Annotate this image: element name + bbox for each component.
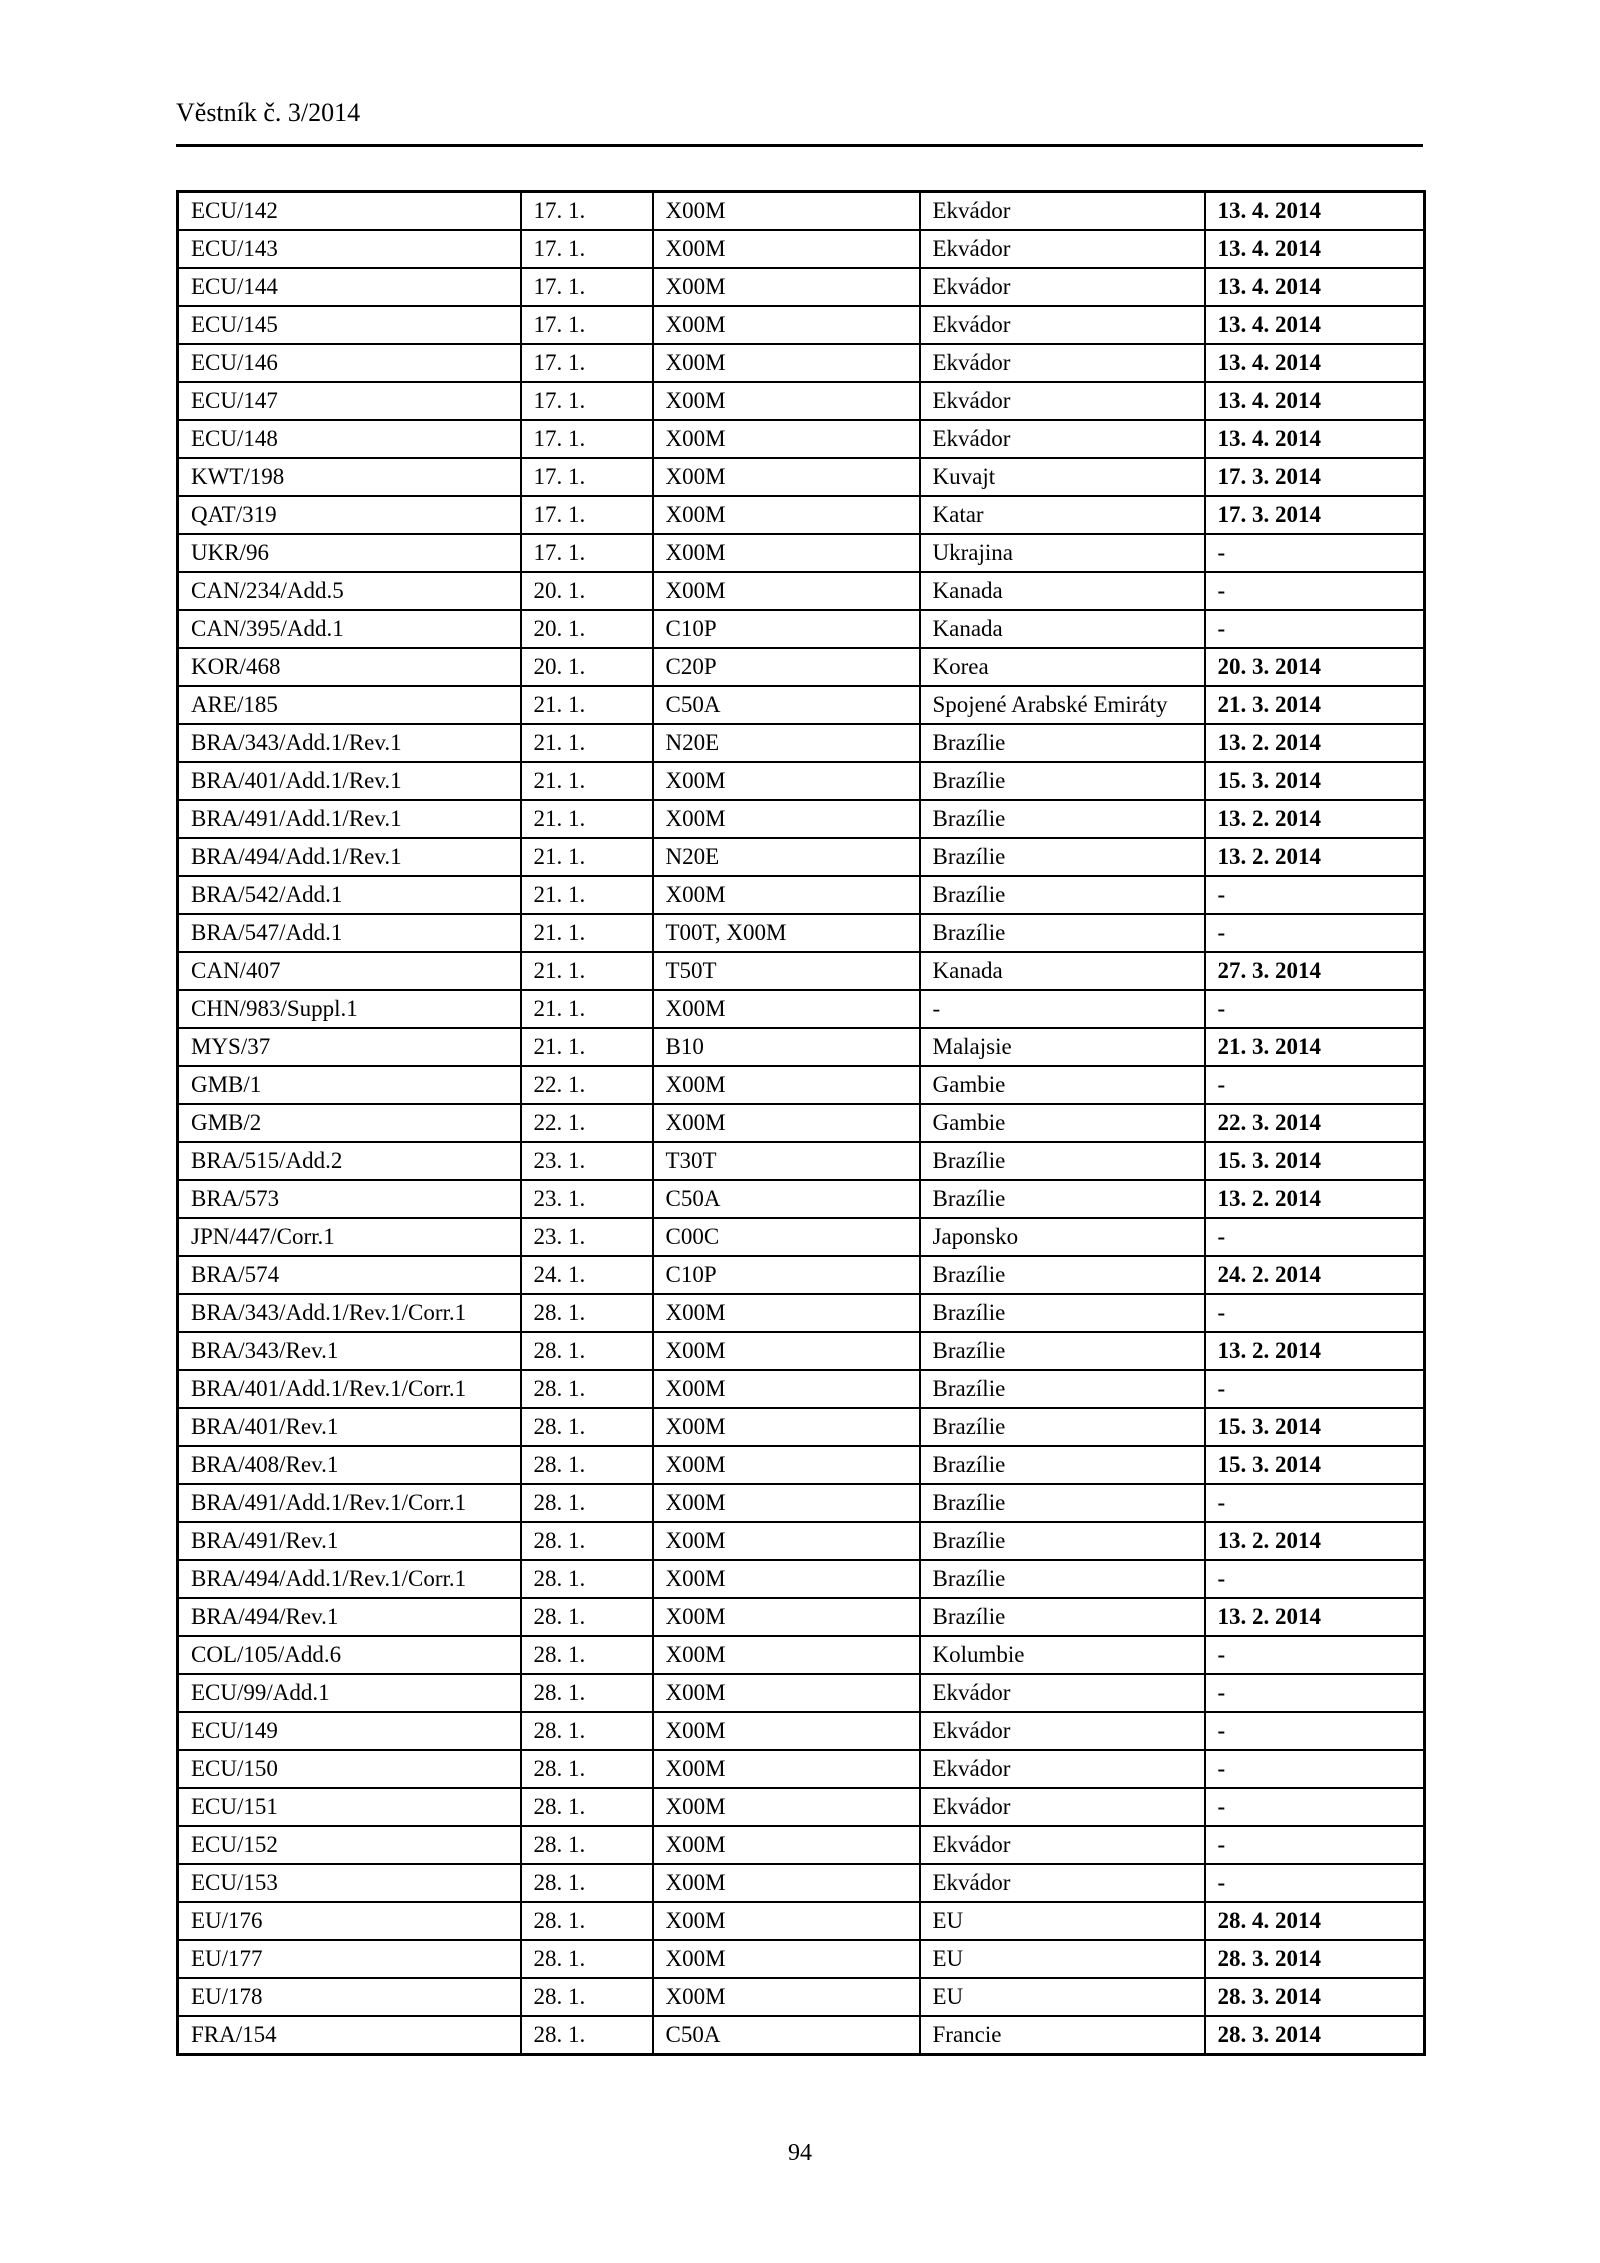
cell-country: Ekvádor: [920, 1750, 1205, 1788]
cell-deadline: 13. 4. 2014: [1205, 382, 1425, 420]
cell-deadline: 13. 2. 2014: [1205, 1522, 1425, 1560]
cell-document: JPN/447/Corr.1: [178, 1218, 521, 1256]
cell-notification-type: X00M: [653, 1636, 920, 1674]
table-row: [178, 1066, 1425, 1104]
cell-deadline: 13. 4. 2014: [1205, 268, 1425, 306]
table-row: [178, 268, 1425, 306]
cell-date: 28. 1.: [521, 1446, 653, 1484]
cell-notification-type: C50A: [653, 2016, 920, 2055]
cell-country: Brazílie: [920, 838, 1205, 876]
table-row: [178, 648, 1425, 686]
cell-notification-type: X00M: [653, 1978, 920, 2016]
table-row: [178, 1028, 1425, 1066]
cell-document: CAN/407: [178, 952, 521, 990]
table-row: [178, 1484, 1425, 1522]
header-rule: [176, 144, 1423, 147]
cell-document: EU/176: [178, 1902, 521, 1940]
cell-deadline: -: [1205, 534, 1425, 572]
cell-deadline: -: [1205, 914, 1425, 952]
table-row: [178, 952, 1425, 990]
table-row: [178, 1712, 1425, 1750]
cell-document: ECU/152: [178, 1826, 521, 1864]
table-row: [178, 2016, 1425, 2055]
cell-document: EU/178: [178, 1978, 521, 2016]
cell-deadline: -: [1205, 1864, 1425, 1902]
cell-notification-type: T50T: [653, 952, 920, 990]
cell-country: Japonsko: [920, 1218, 1205, 1256]
cell-date: 17. 1.: [521, 344, 653, 382]
cell-date: 23. 1.: [521, 1142, 653, 1180]
table-row: [178, 1560, 1425, 1598]
cell-document: BRA/491/Add.1/Rev.1/Corr.1: [178, 1484, 521, 1522]
table-row: [178, 1826, 1425, 1864]
table-row: [178, 1332, 1425, 1370]
cell-date: 17. 1.: [521, 534, 653, 572]
cell-document: ECU/143: [178, 230, 521, 268]
cell-country: Kanada: [920, 952, 1205, 990]
cell-document: KWT/198: [178, 458, 521, 496]
table-row: [178, 496, 1425, 534]
table-body: [178, 192, 1425, 2055]
cell-document: BRA/343/Rev.1: [178, 1332, 521, 1370]
cell-deadline: 21. 3. 2014: [1205, 1028, 1425, 1066]
cell-document: BRA/547/Add.1: [178, 914, 521, 952]
cell-country: Ekvádor: [920, 382, 1205, 420]
cell-date: 21. 1.: [521, 1028, 653, 1066]
cell-date: 28. 1.: [521, 1522, 653, 1560]
cell-date: 20. 1.: [521, 648, 653, 686]
cell-notification-type: X00M: [653, 876, 920, 914]
cell-deadline: 17. 3. 2014: [1205, 496, 1425, 534]
cell-document: BRA/542/Add.1: [178, 876, 521, 914]
table-row: [178, 230, 1425, 268]
cell-date: 28. 1.: [521, 1826, 653, 1864]
table-row: [178, 1674, 1425, 1712]
cell-deadline: 15. 3. 2014: [1205, 1408, 1425, 1446]
cell-date: 28. 1.: [521, 1902, 653, 1940]
cell-date: 28. 1.: [521, 1788, 653, 1826]
cell-document: BRA/491/Rev.1: [178, 1522, 521, 1560]
table-row: [178, 1218, 1425, 1256]
cell-date: 20. 1.: [521, 572, 653, 610]
cell-deadline: 15. 3. 2014: [1205, 1142, 1425, 1180]
cell-notification-type: X00M: [653, 1712, 920, 1750]
cell-notification-type: X00M: [653, 268, 920, 306]
cell-document: ARE/185: [178, 686, 521, 724]
cell-date: 28. 1.: [521, 1332, 653, 1370]
cell-deadline: 13. 2. 2014: [1205, 724, 1425, 762]
cell-country: Kuvajt: [920, 458, 1205, 496]
cell-date: 21. 1.: [521, 838, 653, 876]
table-row: [178, 762, 1425, 800]
cell-country: Brazílie: [920, 1142, 1205, 1180]
table-row: [178, 990, 1425, 1028]
cell-notification-type: X00M: [653, 1104, 920, 1142]
cell-document: BRA/574: [178, 1256, 521, 1294]
cell-notification-type: X00M: [653, 306, 920, 344]
cell-date: 21. 1.: [521, 876, 653, 914]
table-row: [178, 686, 1425, 724]
cell-document: ECU/99/Add.1: [178, 1674, 521, 1712]
table-row: [178, 192, 1425, 231]
cell-notification-type: C00C: [653, 1218, 920, 1256]
cell-country: Brazílie: [920, 800, 1205, 838]
cell-country: Brazílie: [920, 724, 1205, 762]
cell-country: Spojené Arabské Emiráty: [920, 686, 1205, 724]
cell-notification-type: X00M: [653, 990, 920, 1028]
cell-country: Ekvádor: [920, 344, 1205, 382]
table-row: [178, 572, 1425, 610]
cell-deadline: 15. 3. 2014: [1205, 762, 1425, 800]
cell-notification-type: X00M: [653, 344, 920, 382]
cell-country: Brazílie: [920, 1522, 1205, 1560]
cell-country: Kanada: [920, 610, 1205, 648]
cell-document: ECU/147: [178, 382, 521, 420]
table-row: [178, 1902, 1425, 1940]
cell-date: 17. 1.: [521, 496, 653, 534]
cell-notification-type: C50A: [653, 1180, 920, 1218]
header-title: Věstník č. 3/2014: [176, 98, 361, 127]
cell-country: Brazílie: [920, 1484, 1205, 1522]
cell-document: CAN/234/Add.5: [178, 572, 521, 610]
table-row: [178, 1750, 1425, 1788]
cell-date: 24. 1.: [521, 1256, 653, 1294]
cell-notification-type: X00M: [653, 1066, 920, 1104]
cell-country: Brazílie: [920, 1446, 1205, 1484]
table-row: [178, 344, 1425, 382]
cell-country: Francie: [920, 2016, 1205, 2055]
cell-document: BRA/573: [178, 1180, 521, 1218]
cell-deadline: 13. 4. 2014: [1205, 344, 1425, 382]
cell-date: 17. 1.: [521, 458, 653, 496]
cell-date: 28. 1.: [521, 1940, 653, 1978]
table-row: [178, 420, 1425, 458]
cell-date: 28. 1.: [521, 1408, 653, 1446]
table-row: [178, 1294, 1425, 1332]
cell-notification-type: X00M: [653, 496, 920, 534]
cell-document: UKR/96: [178, 534, 521, 572]
cell-notification-type: X00M: [653, 800, 920, 838]
cell-deadline: -: [1205, 1674, 1425, 1712]
cell-date: 20. 1.: [521, 610, 653, 648]
cell-date: 28. 1.: [521, 1294, 653, 1332]
cell-notification-type: N20E: [653, 724, 920, 762]
table-row: [178, 382, 1425, 420]
cell-document: GMB/2: [178, 1104, 521, 1142]
table-row: [178, 914, 1425, 952]
cell-notification-type: X00M: [653, 382, 920, 420]
cell-country: Ekvádor: [920, 1826, 1205, 1864]
cell-document: FRA/154: [178, 2016, 521, 2055]
cell-country: Brazílie: [920, 1294, 1205, 1332]
cell-deadline: 13. 2. 2014: [1205, 838, 1425, 876]
cell-notification-type: X00M: [653, 230, 920, 268]
cell-document: ECU/142: [178, 192, 521, 231]
cell-document: ECU/144: [178, 268, 521, 306]
cell-deadline: 13. 4. 2014: [1205, 192, 1425, 231]
cell-date: 17. 1.: [521, 192, 653, 231]
cell-notification-type: X00M: [653, 1484, 920, 1522]
cell-date: 17. 1.: [521, 382, 653, 420]
cell-notification-type: T30T: [653, 1142, 920, 1180]
table-row: [178, 1104, 1425, 1142]
cell-notification-type: X00M: [653, 1826, 920, 1864]
cell-date: 28. 1.: [521, 1712, 653, 1750]
table-row: [178, 1256, 1425, 1294]
cell-date: 17. 1.: [521, 268, 653, 306]
cell-country: Ukrajina: [920, 534, 1205, 572]
cell-deadline: -: [1205, 572, 1425, 610]
cell-deadline: 28. 3. 2014: [1205, 1940, 1425, 1978]
cell-notification-type: X00M: [653, 192, 920, 231]
cell-country: Brazílie: [920, 1256, 1205, 1294]
cell-country: Brazílie: [920, 1598, 1205, 1636]
cell-notification-type: X00M: [653, 420, 920, 458]
cell-notification-type: X00M: [653, 1560, 920, 1598]
cell-country: EU: [920, 1940, 1205, 1978]
cell-country: Brazílie: [920, 876, 1205, 914]
cell-country: Katar: [920, 496, 1205, 534]
cell-country: Korea: [920, 648, 1205, 686]
cell-date: 28. 1.: [521, 1636, 653, 1674]
cell-country: EU: [920, 1978, 1205, 2016]
cell-country: Brazílie: [920, 1332, 1205, 1370]
cell-document: CHN/983/Suppl.1: [178, 990, 521, 1028]
cell-document: BRA/343/Add.1/Rev.1: [178, 724, 521, 762]
cell-date: 28. 1.: [521, 1978, 653, 2016]
cell-notification-type: N20E: [653, 838, 920, 876]
cell-deadline: 24. 2. 2014: [1205, 1256, 1425, 1294]
cell-deadline: -: [1205, 1826, 1425, 1864]
cell-deadline: 17. 3. 2014: [1205, 458, 1425, 496]
table-row: [178, 800, 1425, 838]
table-row: [178, 1940, 1425, 1978]
cell-document: KOR/468: [178, 648, 521, 686]
cell-deadline: -: [1205, 1636, 1425, 1674]
cell-date: 22. 1.: [521, 1104, 653, 1142]
cell-notification-type: X00M: [653, 1370, 920, 1408]
cell-notification-type: X00M: [653, 458, 920, 496]
cell-document: ECU/148: [178, 420, 521, 458]
cell-country: Gambie: [920, 1066, 1205, 1104]
cell-notification-type: X00M: [653, 1940, 920, 1978]
cell-date: 21. 1.: [521, 686, 653, 724]
cell-deadline: 13. 2. 2014: [1205, 1180, 1425, 1218]
cell-country: -: [920, 990, 1205, 1028]
cell-country: Brazílie: [920, 914, 1205, 952]
cell-country: Ekvádor: [920, 1788, 1205, 1826]
table-row: [178, 1636, 1425, 1674]
cell-deadline: 15. 3. 2014: [1205, 1446, 1425, 1484]
cell-country: EU: [920, 1902, 1205, 1940]
cell-document: QAT/319: [178, 496, 521, 534]
table-row: [178, 1180, 1425, 1218]
cell-notification-type: C10P: [653, 1256, 920, 1294]
cell-country: Ekvádor: [920, 420, 1205, 458]
cell-deadline: -: [1205, 1560, 1425, 1598]
table-row: [178, 306, 1425, 344]
cell-date: 21. 1.: [521, 914, 653, 952]
cell-deadline: -: [1205, 990, 1425, 1028]
cell-notification-type: T00T, X00M: [653, 914, 920, 952]
cell-country: Kanada: [920, 572, 1205, 610]
table-row: [178, 1408, 1425, 1446]
cell-document: BRA/494/Add.1/Rev.1/Corr.1: [178, 1560, 521, 1598]
cell-notification-type: C50A: [653, 686, 920, 724]
cell-document: ECU/145: [178, 306, 521, 344]
cell-document: ECU/150: [178, 1750, 521, 1788]
cell-notification-type: X00M: [653, 1598, 920, 1636]
cell-country: Brazílie: [920, 1560, 1205, 1598]
cell-notification-type: X00M: [653, 1332, 920, 1370]
cell-date: 21. 1.: [521, 800, 653, 838]
cell-date: 21. 1.: [521, 724, 653, 762]
cell-date: 17. 1.: [521, 420, 653, 458]
cell-date: 28. 1.: [521, 1864, 653, 1902]
cell-date: 28. 1.: [521, 1750, 653, 1788]
cell-document: ECU/151: [178, 1788, 521, 1826]
cell-document: BRA/515/Add.2: [178, 1142, 521, 1180]
cell-country: Ekvádor: [920, 1864, 1205, 1902]
cell-country: Brazílie: [920, 1370, 1205, 1408]
cell-deadline: -: [1205, 1294, 1425, 1332]
cell-notification-type: X00M: [653, 1294, 920, 1332]
cell-deadline: -: [1205, 1788, 1425, 1826]
cell-notification-type: X00M: [653, 534, 920, 572]
cell-date: 17. 1.: [521, 306, 653, 344]
table-row: [178, 610, 1425, 648]
cell-date: 17. 1.: [521, 230, 653, 268]
cell-date: 28. 1.: [521, 2016, 653, 2055]
cell-deadline: 13. 4. 2014: [1205, 230, 1425, 268]
cell-date: 23. 1.: [521, 1218, 653, 1256]
cell-notification-type: X00M: [653, 1788, 920, 1826]
cell-country: Gambie: [920, 1104, 1205, 1142]
cell-deadline: 13. 2. 2014: [1205, 1332, 1425, 1370]
cell-deadline: -: [1205, 1712, 1425, 1750]
cell-document: GMB/1: [178, 1066, 521, 1104]
table-row: [178, 1522, 1425, 1560]
cell-notification-type: C20P: [653, 648, 920, 686]
table-row: [178, 1864, 1425, 1902]
cell-document: ECU/153: [178, 1864, 521, 1902]
cell-notification-type: X00M: [653, 1522, 920, 1560]
cell-document: BRA/401/Rev.1: [178, 1408, 521, 1446]
cell-document: BRA/343/Add.1/Rev.1/Corr.1: [178, 1294, 521, 1332]
cell-deadline: -: [1205, 1218, 1425, 1256]
cell-deadline: -: [1205, 1066, 1425, 1104]
cell-notification-type: X00M: [653, 762, 920, 800]
cell-notification-type: X00M: [653, 1408, 920, 1446]
cell-deadline: -: [1205, 876, 1425, 914]
cell-document: BRA/401/Add.1/Rev.1: [178, 762, 521, 800]
table-row: [178, 1788, 1425, 1826]
cell-notification-type: X00M: [653, 1750, 920, 1788]
cell-country: Brazílie: [920, 1180, 1205, 1218]
cell-date: 28. 1.: [521, 1598, 653, 1636]
cell-document: EU/177: [178, 1940, 521, 1978]
cell-notification-type: C10P: [653, 610, 920, 648]
cell-country: Malajsie: [920, 1028, 1205, 1066]
cell-country: Ekvádor: [920, 1674, 1205, 1712]
table-row: [178, 724, 1425, 762]
cell-document: BRA/401/Add.1/Rev.1/Corr.1: [178, 1370, 521, 1408]
cell-document: CAN/395/Add.1: [178, 610, 521, 648]
cell-deadline: 13. 2. 2014: [1205, 1598, 1425, 1636]
table-row: [178, 1598, 1425, 1636]
cell-deadline: -: [1205, 1484, 1425, 1522]
notifications-table: [176, 190, 1426, 2056]
cell-deadline: 22. 3. 2014: [1205, 1104, 1425, 1142]
cell-document: BRA/494/Rev.1: [178, 1598, 521, 1636]
cell-notification-type: X00M: [653, 572, 920, 610]
table-row: [178, 1446, 1425, 1484]
cell-deadline: 28. 3. 2014: [1205, 1978, 1425, 2016]
cell-country: Ekvádor: [920, 306, 1205, 344]
cell-country: Brazílie: [920, 1408, 1205, 1446]
cell-notification-type: B10: [653, 1028, 920, 1066]
cell-date: 21. 1.: [521, 762, 653, 800]
cell-document: ECU/146: [178, 344, 521, 382]
cell-notification-type: X00M: [653, 1446, 920, 1484]
table-row: [178, 838, 1425, 876]
cell-date: 28. 1.: [521, 1560, 653, 1598]
cell-notification-type: X00M: [653, 1864, 920, 1902]
cell-document: BRA/491/Add.1/Rev.1: [178, 800, 521, 838]
cell-country: Brazílie: [920, 762, 1205, 800]
cell-document: COL/105/Add.6: [178, 1636, 521, 1674]
cell-deadline: -: [1205, 610, 1425, 648]
cell-notification-type: X00M: [653, 1902, 920, 1940]
cell-deadline: 21. 3. 2014: [1205, 686, 1425, 724]
table-row: [178, 534, 1425, 572]
cell-deadline: -: [1205, 1750, 1425, 1788]
cell-deadline: 13. 4. 2014: [1205, 306, 1425, 344]
cell-deadline: 27. 3. 2014: [1205, 952, 1425, 990]
cell-country: Ekvádor: [920, 230, 1205, 268]
table-row: [178, 1370, 1425, 1408]
cell-notification-type: X00M: [653, 1674, 920, 1712]
cell-country: Ekvádor: [920, 268, 1205, 306]
table-row: [178, 876, 1425, 914]
cell-country: Ekvádor: [920, 192, 1205, 231]
cell-deadline: -: [1205, 1370, 1425, 1408]
cell-date: 21. 1.: [521, 990, 653, 1028]
page-number: 94: [788, 2140, 812, 2166]
cell-deadline: 13. 4. 2014: [1205, 420, 1425, 458]
cell-document: BRA/494/Add.1/Rev.1: [178, 838, 521, 876]
cell-document: MYS/37: [178, 1028, 521, 1066]
cell-date: 28. 1.: [521, 1484, 653, 1522]
cell-deadline: 28. 4. 2014: [1205, 1902, 1425, 1940]
cell-document: BRA/408/Rev.1: [178, 1446, 521, 1484]
cell-date: 21. 1.: [521, 952, 653, 990]
table-row: [178, 458, 1425, 496]
cell-date: 23. 1.: [521, 1180, 653, 1218]
table-row: [178, 1142, 1425, 1180]
cell-deadline: 13. 2. 2014: [1205, 800, 1425, 838]
cell-country: Kolumbie: [920, 1636, 1205, 1674]
cell-deadline: 28. 3. 2014: [1205, 2016, 1425, 2055]
cell-deadline: 20. 3. 2014: [1205, 648, 1425, 686]
cell-date: 22. 1.: [521, 1066, 653, 1104]
cell-date: 28. 1.: [521, 1370, 653, 1408]
cell-date: 28. 1.: [521, 1674, 653, 1712]
cell-document: ECU/149: [178, 1712, 521, 1750]
cell-country: Ekvádor: [920, 1712, 1205, 1750]
table-row: [178, 1978, 1425, 2016]
